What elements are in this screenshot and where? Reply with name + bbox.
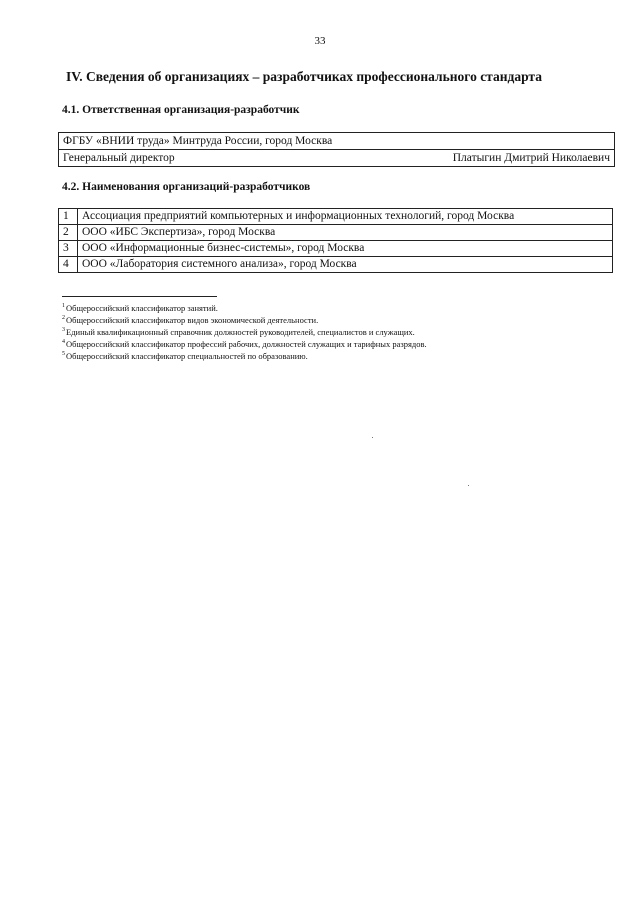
organization-name: ФГБУ «ВНИИ труда» Минтруда России, город Москва (63, 135, 333, 147)
row-number: 2 (59, 225, 78, 241)
footnote (62, 326, 602, 338)
footnote-text: Общероссийский классификатор занятий. (66, 303, 218, 313)
organization-cell: ООО «ИБС Экспертиза», город Москва (78, 225, 613, 241)
scan-speck (372, 437, 373, 438)
footnote-text: Единый квалификационный справочник должностей руководителей, специалистов и служащих. (66, 327, 415, 337)
developers-heading: 4.2. Наименования организаций-разработчиков (62, 181, 311, 193)
responsible-organization-box (58, 132, 615, 167)
row-number: 4 (59, 257, 78, 273)
organization-cell: ООО «Лаборатория системного анализа», город Москва (78, 257, 613, 273)
row-number: 3 (59, 241, 78, 257)
table-row (59, 225, 613, 241)
table-row (59, 209, 613, 225)
organization-row (59, 133, 614, 149)
footnote-mark: 5 (62, 351, 65, 357)
footnote-mark: 1 (62, 303, 65, 309)
page-number: 33 (314, 35, 326, 47)
footnote-mark: 4 (62, 339, 65, 345)
footnote (62, 338, 602, 350)
organization-cell: ООО «Информационные бизнес-системы», город Москва (78, 241, 613, 257)
scan-speck (468, 485, 469, 486)
director-position: Генеральный директор (63, 152, 175, 164)
row-number: 1 (59, 209, 78, 225)
footnote (62, 302, 602, 314)
footnote-text: Общероссийский классификатор специальностей по образованию. (66, 351, 308, 361)
responsible-heading: 4.1. Ответственная организация-разработчик (62, 104, 300, 116)
footnote-mark: 2 (62, 315, 65, 321)
footnote-mark: 3 (62, 327, 65, 333)
developers-table (58, 208, 613, 273)
table-row (59, 257, 613, 273)
section-title: IV. Сведения об организациях – разработчиках профессионального стандарта (66, 69, 542, 84)
director-row (59, 149, 614, 166)
footnote-divider (62, 296, 217, 297)
footnote-text: Общероссийский классификатор видов экономической деятельности. (66, 315, 319, 325)
organization-cell: Ассоциация предприятий компьютерных и информационных технологий, город Москва (78, 209, 613, 225)
footnote-text: Общероссийский классификатор профессий рабочих, должностей служащих и тарифных разрядов. (66, 339, 427, 349)
footnote (62, 350, 602, 362)
director-name: Платыгин Дмитрий Николаевич (452, 152, 610, 164)
footnote (62, 314, 602, 326)
table-row (59, 241, 613, 257)
footnotes (62, 302, 602, 362)
